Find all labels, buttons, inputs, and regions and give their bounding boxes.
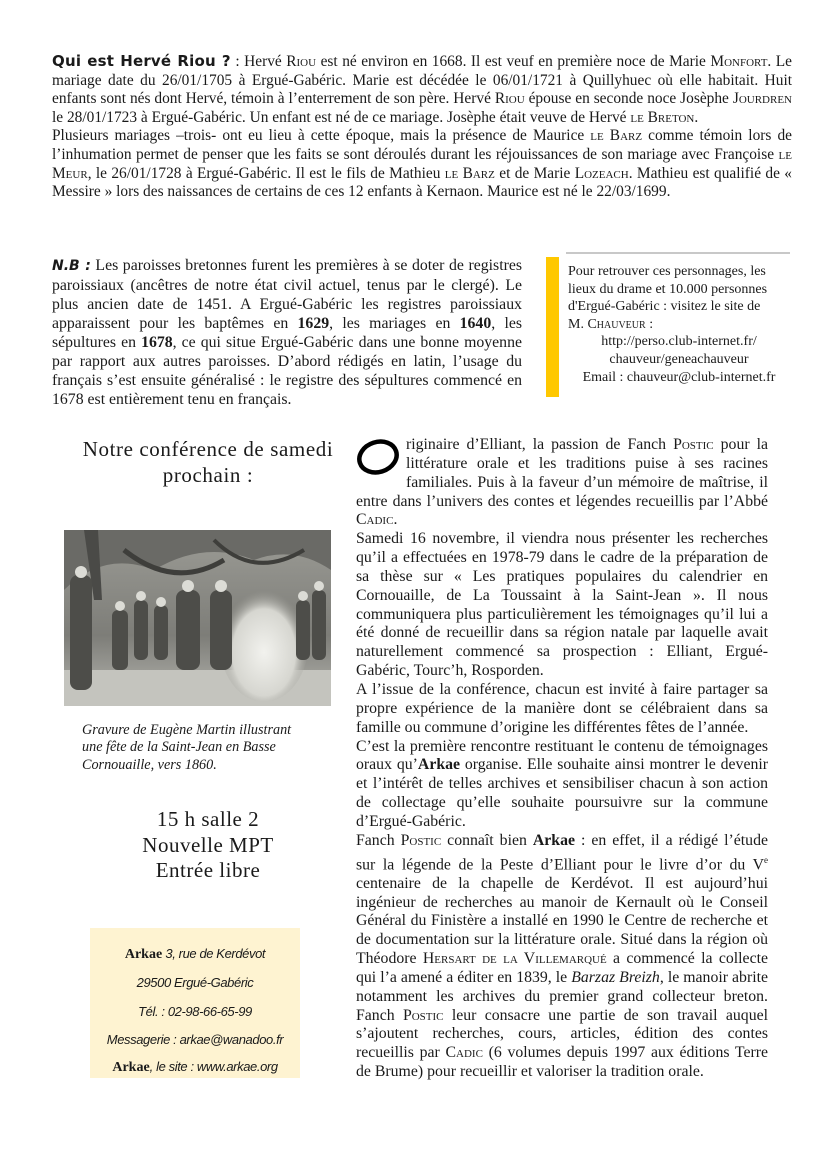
text-run: Arkae: [532, 831, 575, 849]
text-run: Arkae: [417, 756, 461, 774]
text-run: leur consacre une partie de son travail auquel s’ajoutent recherches, cours, articles, édition des contes recueillis par: [356, 1006, 768, 1062]
sidebar-accent-bar: [546, 257, 559, 397]
text-run: Postic: [673, 436, 714, 453]
text-run: 1640: [459, 315, 492, 332]
text-run: A l’issue de la conférence, chacun est invité à faire partager sa propre expérience de la manière dont se célébraient dans sa famille ou commune d’origine les différentes fêtes de l’année.: [356, 680, 768, 736]
text-run: 1678: [141, 334, 173, 351]
conference-heading-line: prochain :: [162, 463, 254, 487]
text-run: connaît bien: [441, 831, 533, 849]
text-run: riginaire d’Elliant, la passion de Fanch: [406, 436, 674, 453]
caption-line: une fête de la Saint-Jean en Basse: [82, 739, 276, 756]
sidebar-line: [568, 316, 790, 334]
text-run: .: [694, 108, 699, 126]
text-run: Hersart de la Villemarqué: [422, 950, 607, 968]
text-run: Plusieurs mariages –trois- ont eu lieu à cette époque, mais la présence de Maurice: [52, 127, 591, 145]
text-run: (6 volumes depuis 1997 aux éditions Terre de Brume) pour recueillir et valoriser la tradition orale.: [356, 1044, 769, 1081]
contact-street: 3, rue de Kerdévot: [162, 946, 266, 961]
nb-text: [52, 257, 522, 408]
text-run: Riou: [286, 53, 317, 70]
text-run: le Barz: [444, 164, 495, 182]
text-run: Barzaz Breizh: [571, 968, 660, 986]
intro-section: [52, 52, 792, 202]
text-run: Monfort: [710, 53, 768, 70]
sidebar-name-prefix: M.: [568, 316, 588, 332]
text-run: : Hervé: [230, 53, 287, 70]
text-run: Postic: [402, 1006, 444, 1024]
contact-site-url[interactable]: , le site : www.arkae.org: [149, 1059, 278, 1074]
contact-box: [90, 928, 300, 1078]
text-run: Fanch: [356, 831, 401, 849]
text-run: centenaire de la chapelle de Kerdévot. Il est aujourd’hui ingénieur de recherches au manoir de Kernault où le Conseil Général du Finistère a installé en 1990 le Centre de recherche et de documentation sur la littérature orale. Situé dans la région où Théodore: [356, 874, 768, 968]
article-paragraph: [356, 738, 768, 832]
text-run: . Mathieu est qualifié de « Messire » lors des naissances de certains de ces 12 enfants à Kernaon. Maurice est né le 22/03/1699.: [52, 164, 792, 201]
text-run: Samedi 16 novembre, il viendra nous présenter les recherches qu’il a effectuées en 1978-79 dans le cadre de la préparation de sa thèse sur « Les pratiques populaires du calendrier en Cornouaille, de La Toussaint à la Saint-Jean ». Il nous communiquera plus particulièrement les témoignages qu’il lui a été donné de recueillir dans sa région natale par laquelle avait naturellement commencé sa prospection : Elliant, Ergué-Gabéric, Tourc’h, Rosporden.: [356, 530, 768, 680]
event-details: [60, 807, 356, 884]
nb-paragraph: [52, 256, 522, 409]
text-run: le Breton: [630, 108, 695, 126]
genealogy-sidebar: [568, 263, 790, 386]
sidebar-name: Chauveur: [587, 316, 646, 332]
text-run: , les mariages en: [329, 315, 460, 332]
sidebar-top-rule: [566, 252, 790, 254]
article-paragraphs: [356, 436, 768, 1082]
dropcap-o-icon: [356, 439, 402, 475]
text-run: est né environ en 1668. Il est veuf en première noce de Marie: [316, 53, 711, 70]
text-run: épouse en seconde noce Josèphe: [524, 90, 733, 108]
text-run: Jourdren: [732, 90, 792, 108]
text-run: C’est la première rencontre restituant le contenu de témoignages oraux qu’: [356, 737, 768, 774]
sidebar-line: Pour retrouver ces personnages, les: [568, 264, 766, 279]
text-run: Riou: [494, 90, 525, 108]
text-run: e: [764, 854, 768, 865]
text-run: a commencé la collecte qui l’a amené a éditer en 1839, le: [356, 950, 768, 986]
text-run: . Le mariage date du 26/01/1705 à Ergué-Gabéric. Marie est décédée le 06/01/1721 à Quillyhuec où elle habitait. Huit enfants sont nés dont Hervé, témoin à l’enterrement de son père. Hervé: [52, 53, 793, 108]
contact-site-org: Arkae: [112, 1060, 150, 1075]
text-run: le Barz: [590, 127, 643, 145]
sidebar-line: lieux du drame et 10.000 personnes: [568, 281, 768, 297]
nb-label: N.B :: [52, 258, 91, 274]
text-run: Les paroisses bretonnes furent les premières à se doter de registres paroissiaux (ancêtres de notre état civil actuel, tenus par le clergé). Le plus ancien date de 1451. A Ergué-Gabéric les registres paroissiaux apparaissent pour les baptêmes en: [52, 257, 523, 332]
sidebar-url-line-1[interactable]: http://perso.club-internet.fr/: [601, 334, 757, 350]
article-paragraph: [356, 832, 768, 1082]
text-run: organise. Elle souhaite ainsi montrer le devenir et l’intérêt de telles archives et sensibiliser chacun à son action de collectage qu’elle souhaite poursuivre sur la commune d’Ergué-Gabéric.: [356, 756, 768, 830]
contact-email[interactable]: Messagerie : arkae@wanadoo.fr: [106, 1032, 284, 1047]
text-run: , le 26/01/1728 à Ergué-Gabéric. Il est le fils de Mathieu: [87, 164, 445, 182]
caption-line: Cornouaille, vers 1860.: [82, 756, 217, 773]
text-run: Postic: [400, 831, 442, 849]
text-run: et de Marie: [494, 164, 575, 182]
sidebar-url-line-2[interactable]: chauveur/geneachauveur: [609, 351, 749, 367]
text-run: Lozeach: [574, 164, 629, 182]
text-run: 1629: [297, 315, 330, 332]
text-run: , le manoir abrite notamment les archives du premier grand collecteur breton. Fanch: [356, 968, 769, 1024]
text-run: Cadic: [445, 1044, 483, 1062]
event-time: 15 h salle 2: [156, 807, 260, 831]
text-run: le 28/01/1723 à Ergué-Gabéric. Un enfant est né de ce mariage. Josèphe était veuve de Hervé: [52, 108, 631, 126]
conference-heading-line: Notre conférence de samedi: [82, 437, 334, 461]
text-run: comme témoin lors de l’inhumation permet de penser que les faits se sont déroulés durant les réjouissances de son mariage avec Françoise: [52, 127, 792, 163]
text-run: pour la littérature orale et les traditions puise à ses racines familiales. Puis à la faveur d’un mémoire de maîtrise, il entre dans l’univers des contes et légendes recueillis par l’Abbé: [356, 436, 769, 510]
sidebar-name-suffix: :: [645, 316, 654, 332]
text-run: , ce qui situe Ergué-Gabéric dans une bonne moyenne par rapport aux autres paroisses. D’abord rédigés en latin, l’usage du français s’est ensuite généralisé : le registre des sépultures commencé en 1678 est entièrement tenu en français.: [52, 334, 522, 408]
sidebar-email[interactable]: Email : chauveur@club-internet.fr: [582, 369, 776, 385]
engraving-image: [64, 530, 331, 706]
caption-line: Gravure de Eugène Martin illustrant: [82, 722, 292, 738]
article-paragraph: [356, 530, 768, 681]
text-run: .: [393, 511, 398, 529]
intro-paragraph-1: [52, 52, 792, 127]
engraving-caption: [82, 722, 342, 774]
contact-website[interactable]: [90, 1059, 300, 1076]
text-run: , les sépultures en: [52, 315, 522, 351]
text-run: : en effet, il a rédigé l’étude sur la légende de la Peste d’Elliant pour le livre d’or du V: [356, 831, 768, 873]
article-body: [356, 436, 768, 1082]
text-run: le Meur: [52, 145, 792, 182]
event-entry: Entrée libre: [155, 858, 261, 882]
sidebar-line: d'Ergué-Gabéric : visitez le site de: [568, 299, 761, 315]
contact-city: 29500 Ergué-Gabéric: [136, 975, 254, 990]
contact-phone: Tél. : 02-98-66-65-99: [138, 1004, 252, 1019]
contact-org: Arkae: [124, 947, 163, 962]
contact-address: [90, 946, 300, 963]
conference-heading: [60, 436, 356, 488]
intro-paragraph-2: [52, 127, 792, 201]
text-run: Cadic: [356, 511, 394, 529]
intro-title: Qui est Hervé Riou ?: [52, 52, 231, 70]
article-paragraph: [356, 436, 768, 530]
engraving-illustration: [64, 530, 331, 706]
event-place: Nouvelle MPT: [142, 832, 274, 857]
article-paragraph: [356, 681, 768, 738]
